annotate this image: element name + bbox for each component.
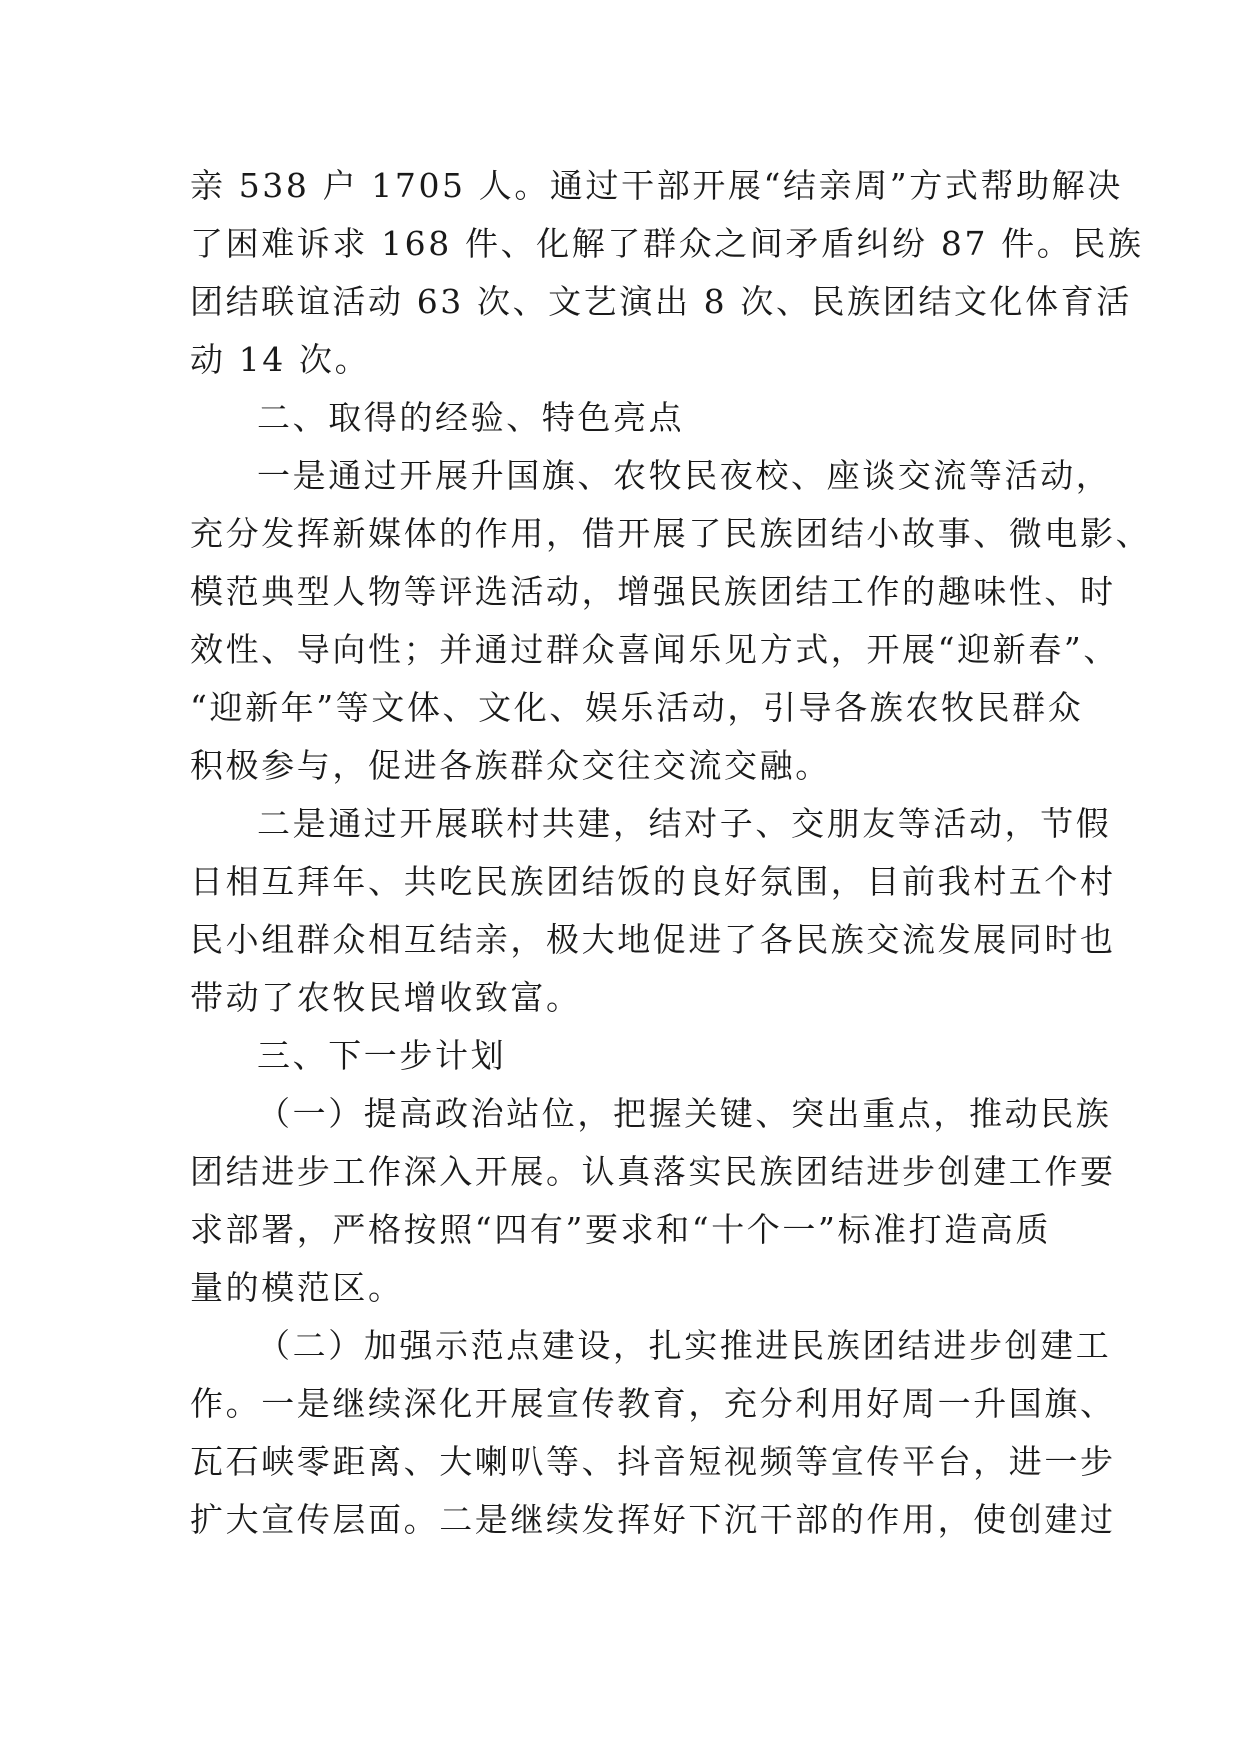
text-line: 带动了农牧民增收致富。 <box>190 978 582 1017</box>
text-line: 充分发挥新媒体的作用，借开展了民族团结小故事、微电影、 <box>190 514 1152 553</box>
text-line: 日相互拜年、共吃民族团结饭的良好氛围，目前我村五个村 <box>190 862 1116 901</box>
text-line: 亲 538 户 1705 人。通过干部开展“结亲周”方式帮助解决 <box>190 166 1123 205</box>
text-line: 团结联谊活动 63 次、文艺演出 8 次、民族团结文化体育活 <box>190 282 1132 321</box>
section-heading: 二、取得的经验、特色亮点 <box>257 398 685 437</box>
text-line: 民小组群众相互结亲，极大地促进了各民族交流发展同时也 <box>190 920 1116 959</box>
text-line: 了困难诉求 168 件、化解了群众之间矛盾纠纷 87 件。民族 <box>190 224 1144 263</box>
text-line: 积极参与，促进各族群众交往交流交融。 <box>190 746 831 785</box>
text-line: 团结进步工作深入开展。认真落实民族团结进步创建工作要 <box>190 1152 1116 1191</box>
text-line: （一）提高政治站位，把握关键、突出重点，推动民族 <box>257 1094 1112 1133</box>
text-line: 动 14 次。 <box>190 340 371 379</box>
text-line: 扩大宣传层面。二是继续发挥好下沉干部的作用，使创建过 <box>190 1500 1116 1539</box>
text-line: 量的模范区。 <box>190 1268 404 1307</box>
text-line: 作。一是继续深化开展宣传教育，充分利用好周一升国旗、 <box>190 1384 1116 1423</box>
text-line: 效性、导向性；并通过群众喜闻乐见方式，开展“迎新春”、 <box>190 630 1119 669</box>
text-line: 一是通过开展升国旗、农牧民夜校、座谈交流等活动， <box>257 456 1112 495</box>
text-line: （二）加强示范点建设，扎实推进民族团结进步创建工 <box>257 1326 1112 1365</box>
text-line: 求部署，严格按照“四有”要求和“十个一”标准打造高质 <box>190 1210 1052 1249</box>
text-line: 瓦石峡零距离、大喇叭等、抖音短视频等宣传平台，进一步 <box>190 1442 1116 1481</box>
section-heading: 三、下一步计划 <box>257 1036 507 1075</box>
text-line: 二是通过开展联村共建，结对子、交朋友等活动，节假 <box>257 804 1112 843</box>
text-line: “迎新年”等文体、文化、娱乐活动，引导各族农牧民群众 <box>190 688 1084 727</box>
text-line: 模范典型人物等评选活动，增强民族团结工作的趣味性、时 <box>190 572 1116 611</box>
